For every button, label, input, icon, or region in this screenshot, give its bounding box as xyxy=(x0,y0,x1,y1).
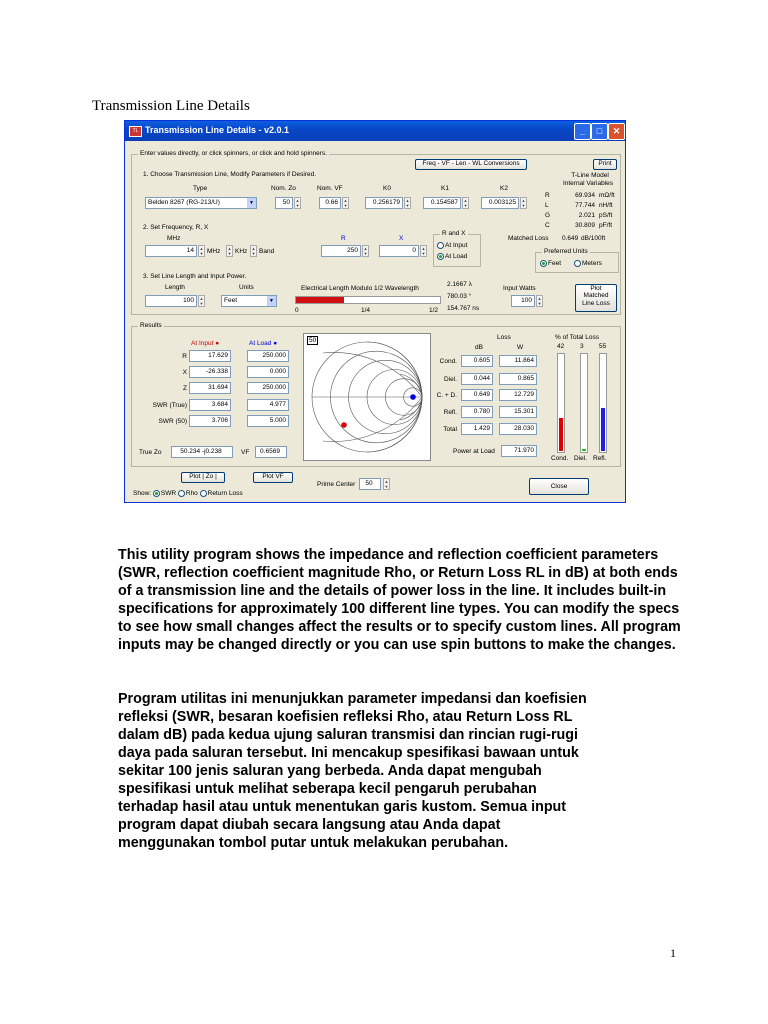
results-group: Results xyxy=(131,326,621,467)
result-load-value: 5.000 xyxy=(247,415,289,427)
tline-model-title: T-Line Model xyxy=(571,172,609,179)
tick-0: 0 xyxy=(295,307,299,314)
length-label: Length xyxy=(165,284,185,291)
frequency-field[interactable]: 14 xyxy=(145,245,197,257)
db-header: dB xyxy=(475,344,483,351)
w-header: W xyxy=(517,344,524,351)
close-button[interactable]: Close xyxy=(529,478,589,495)
loss-row-label: Diel. xyxy=(443,376,457,383)
pct-bar-label: Cond. xyxy=(551,455,569,462)
tick-quarter: 1/4 xyxy=(361,307,371,314)
step3-label: 3. Set Line Length and Input Power. xyxy=(143,273,247,280)
result-row-label: Z xyxy=(183,385,187,392)
print-button[interactable]: Print xyxy=(593,159,617,170)
title-bar[interactable] xyxy=(125,121,625,141)
result-load-value: 0.000 xyxy=(247,366,289,378)
input-marker xyxy=(341,422,347,428)
nomvf-spinner[interactable]: ▲ ▼ xyxy=(343,198,348,208)
band-spinner[interactable]: ▲ ▼ xyxy=(251,246,256,256)
k1-field[interactable]: 0.154587 xyxy=(423,197,461,209)
tline-var-key: G xyxy=(545,212,551,219)
nomzo-field[interactable]: 50 xyxy=(275,197,293,209)
close-window-button[interactable]: ✕ xyxy=(608,123,625,140)
electrical-length-bar xyxy=(295,296,441,304)
khz-unit: KHz xyxy=(235,248,248,255)
k2-spinner[interactable]: ▲ ▼ xyxy=(521,198,526,208)
k0-field[interactable]: 0.256179 xyxy=(365,197,403,209)
r-and-x-group: R and X At Input At Load xyxy=(433,234,481,267)
nomvf-field[interactable]: 0.66 xyxy=(319,197,341,209)
khz-spinner[interactable]: ▲ ▼ xyxy=(227,246,232,256)
step2-label: 2. Set Frequency, R, X xyxy=(143,224,209,231)
k1-label: K1 xyxy=(441,185,449,192)
k0-label: K0 xyxy=(383,185,391,192)
matched-loss-label: Matched Loss xyxy=(508,235,549,242)
result-load-value: 4.977 xyxy=(247,399,289,411)
k0-spinner[interactable]: ▲ ▼ xyxy=(405,198,410,208)
loss-w-value: 11.864 xyxy=(499,355,537,367)
matched-loss-value: 0.649 xyxy=(562,235,579,242)
truezo-field: 50.234 -j0.238 xyxy=(171,446,233,458)
loss-title: Loss xyxy=(497,334,511,341)
truezo-label: True Zo xyxy=(139,449,162,456)
show-return-loss-radio[interactable]: Return Loss xyxy=(200,490,243,497)
mhz-spinner[interactable]: ▲ ▼ xyxy=(199,246,204,256)
plot-vf-button[interactable]: Plot VF xyxy=(253,472,293,483)
pct-value-label: 42 xyxy=(557,343,565,350)
vf-label: VF xyxy=(241,449,250,456)
smith-chart-grid xyxy=(304,334,430,460)
maximize-button[interactable]: □ xyxy=(591,123,608,140)
at-load-radio[interactable]: At Load xyxy=(437,253,467,260)
loss-row-label: Refl. xyxy=(443,409,457,416)
chevron-down-icon: ▼ xyxy=(247,198,256,208)
load-marker xyxy=(410,394,416,400)
k2-field[interactable]: 0.003125 xyxy=(481,197,519,209)
pct-total-loss-title: % of Total Loss xyxy=(555,334,599,341)
show-rho-radio[interactable]: Rho xyxy=(178,490,198,497)
electrical-length-label: Electrical Length Modulo 1/2 Wavelength xyxy=(301,285,419,292)
pct-bar-fill xyxy=(601,408,605,451)
x-field[interactable]: 0 xyxy=(379,245,419,257)
tline-var-unit: pS/ft xyxy=(599,212,613,219)
k1-spinner[interactable]: ▲ ▼ xyxy=(463,198,468,208)
power-at-load-label: Power at Load xyxy=(453,448,495,455)
paragraph-english: This utility program shows the impedance and reflection coefficient parameters (SWR, reflection coefficient magnitude Rho, or Return Loss RL in dB) at both ends of a transmission line and the details of power loss in the line. It includes built-in specifications for approximately 100 different line types. You can modify the specs to see how small changes affect the results or to specify custom lines. All program inputs may be changed directly or you can use spin buttons to make the changes. xyxy=(118,547,681,653)
loss-db-value: 0.649 xyxy=(461,389,493,401)
pct-bar-track xyxy=(599,353,607,453)
mhz-unit: MHz xyxy=(207,248,221,255)
plot-matched-loss-button[interactable]: Plot Matched Line Loss xyxy=(575,284,617,312)
input-watts-field[interactable]: 100 xyxy=(511,295,535,307)
units-select[interactable]: Feet ▼ xyxy=(221,295,277,307)
tick-half: 1/2 xyxy=(429,307,439,314)
plot-zo-button[interactable]: Plot | Zo | xyxy=(181,472,225,483)
loss-row-label: Cond. xyxy=(439,358,457,365)
input-watts-label: Input Watts xyxy=(503,285,536,292)
nomzo-spinner[interactable]: ▲ ▼ xyxy=(295,198,300,208)
tline-var-value: 2.021 xyxy=(578,212,595,219)
tline-var-key: R xyxy=(545,192,550,199)
paragraph-indonesian: Program utilitas ini menunjukkan parameter impedansi dan koefisien refleksi (SWR, besaran koefisien refleksi Rho, atau Return Loss RL dalam dB) pada kedua ujung saluran transmisi dan rincian rugi-rugi daya pada saluran tersebut. Ini mencakup spesifikasi bawaan untuk sekitar 100 jenis saluran yang berbeda. Anda dapat mengubah spesifikasi untuk melihat seberapa kecil pengaruh perubahan terhadap hasil atau untuk menentukan garis kustom. Semua input program dapat diubah secara langsung atau Anda dapat menggunakan tombol putar untuk melakukan perubahan. xyxy=(118,691,587,851)
elec-wavelengths: 2.1667 λ xyxy=(447,281,472,288)
band-unit: Band xyxy=(259,248,275,255)
inputs-hint: Enter values directly, or click spinners, or click and hold spinners. xyxy=(140,150,328,157)
window-title: Transmission Line Details - v2.0.1 xyxy=(145,125,290,135)
smith-chart xyxy=(303,333,431,461)
x-label: X xyxy=(399,235,404,242)
r-spinner[interactable]: ▲ ▼ xyxy=(363,246,368,256)
loss-row-label: C. + D. xyxy=(436,392,457,399)
loss-row-label: Total xyxy=(443,426,457,433)
pref-feet-radio[interactable]: Feet xyxy=(540,260,561,267)
result-row-label: SWR (50) xyxy=(158,418,187,425)
result-input-value: 3.684 xyxy=(189,399,231,411)
loss-db-value: 1.429 xyxy=(461,423,493,435)
app-icon: TL xyxy=(129,126,142,137)
at-input-header: At Input ● xyxy=(191,340,220,347)
step1-label: 1. Choose Transmission Line, Modify Parameters if Desired. xyxy=(143,171,317,178)
at-input-radio[interactable]: At Input xyxy=(437,242,467,249)
elec-degrees: 780.03 ° xyxy=(447,293,472,300)
length-field[interactable]: 100 xyxy=(145,295,197,307)
pct-bar-fill xyxy=(559,418,563,451)
chevron-down-icon: ▼ xyxy=(267,296,276,306)
result-row-label: R xyxy=(182,353,187,360)
pct-bar-fill xyxy=(582,449,586,451)
tline-var-value: 77.744 xyxy=(575,202,595,209)
preferred-units-group: Preferred Units Feet Meters xyxy=(535,252,619,273)
document-heading: Transmission Line Details xyxy=(92,98,250,114)
tline-var-value: 69.934 xyxy=(575,192,595,199)
k2-label: K2 xyxy=(500,185,508,192)
matched-loss-unit: dB/100ft xyxy=(581,235,606,242)
prime-center-label: Prime Center xyxy=(317,481,356,488)
pct-bar-label: Refl. xyxy=(593,455,607,462)
prime-center-spinner[interactable]: ▲ ▼ xyxy=(384,479,389,489)
line-type-select[interactable]: Belden 8267 (RG-213/U) ▼ xyxy=(145,197,257,209)
loss-w-value: 0.865 xyxy=(499,373,537,385)
show-swr-radio[interactable]: SWR xyxy=(153,490,176,497)
x-spinner[interactable]: ▲ ▼ xyxy=(421,246,426,256)
r-label: R xyxy=(341,235,346,242)
type-label: Type xyxy=(193,185,208,192)
freq-conversions-button[interactable]: Freq - VF - Len - WL Conversions xyxy=(415,159,527,170)
tline-var-key: C xyxy=(545,222,550,229)
electrical-length-fill xyxy=(296,297,344,303)
power-at-load-field: 71.970 xyxy=(501,445,537,457)
pct-value-label: 55 xyxy=(599,343,607,350)
pct-bar-label: Diel. xyxy=(574,455,588,462)
pct-value-label: 3 xyxy=(580,343,584,350)
result-input-value: 17.629 xyxy=(189,350,231,362)
units-label: Units xyxy=(239,284,254,291)
mhz-header: MHz xyxy=(167,235,181,242)
loss-db-value: 0.605 xyxy=(461,355,493,367)
loss-db-value: 0.044 xyxy=(461,373,493,385)
at-load-header: At Load ● xyxy=(249,340,278,347)
loss-w-value: 28.030 xyxy=(499,423,537,435)
tline-var-unit: mΩ/ft xyxy=(599,192,615,199)
result-row-label: X xyxy=(182,369,187,376)
result-input-value: 31.694 xyxy=(189,382,231,394)
loss-db-value: 0.780 xyxy=(461,406,493,418)
vf-field: 0.6569 xyxy=(255,446,287,458)
tline-var-value: 30.809 xyxy=(575,222,595,229)
loss-w-value: 12.729 xyxy=(499,389,537,401)
tline-var-unit: nH/ft xyxy=(599,202,613,209)
result-load-value: 250.000 xyxy=(247,382,289,394)
pct-bar-track xyxy=(580,353,588,453)
tline-var-key: L xyxy=(545,202,549,209)
page-number: 1 xyxy=(670,946,676,960)
result-row-label: SWR (True) xyxy=(152,402,187,409)
pct-bar-track xyxy=(557,353,565,453)
minimize-button[interactable]: _ xyxy=(574,123,591,140)
show-options: Show: SWR Rho Return Loss xyxy=(133,490,243,498)
result-input-value: 3.706 xyxy=(189,415,231,427)
r-field[interactable]: 250 xyxy=(321,245,361,257)
prime-center-field[interactable]: 50 xyxy=(359,478,381,490)
elec-nanoseconds: 154.767 ns xyxy=(447,305,480,312)
loss-w-value: 15.301 xyxy=(499,406,537,418)
smith-zo-label: 50 xyxy=(309,337,317,344)
input-watts-spinner[interactable]: ▲ ▼ xyxy=(537,296,542,306)
nomzo-label: Nom. Zo xyxy=(271,185,296,192)
nomvf-label: Nom. VF xyxy=(317,185,343,192)
result-input-value: -26.338 xyxy=(189,366,231,378)
tline-var-unit: pF/ft xyxy=(599,222,613,229)
tline-model-subtitle: Internal Variables xyxy=(562,180,614,187)
result-load-value: 250.000 xyxy=(247,350,289,362)
app-window xyxy=(124,120,626,503)
pref-meters-radio[interactable]: Meters xyxy=(574,260,602,267)
length-spinner[interactable]: ▲ ▼ xyxy=(199,296,204,306)
